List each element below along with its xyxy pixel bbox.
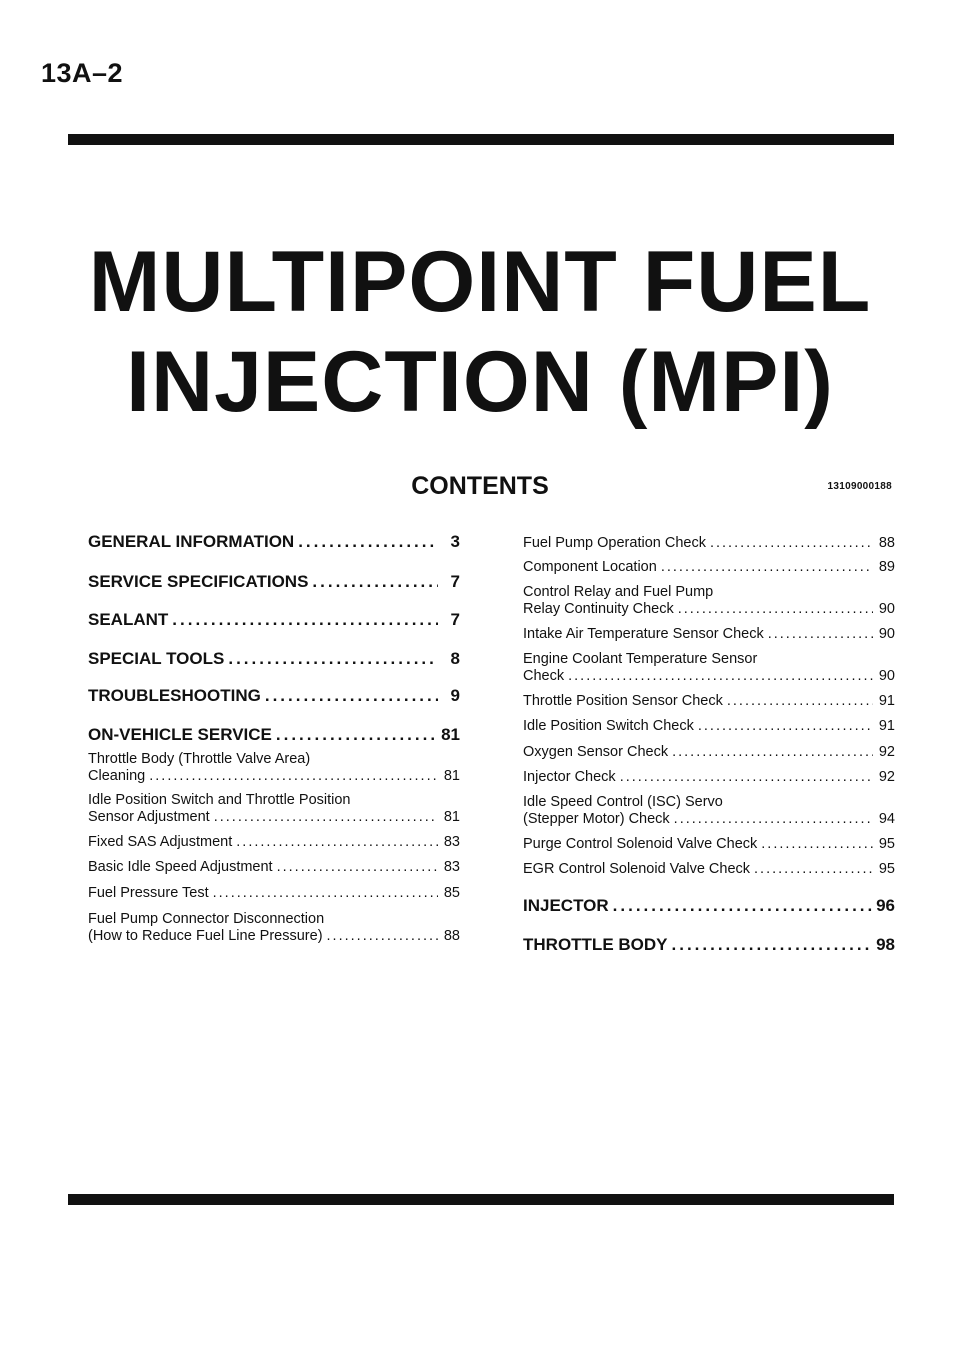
toc-entry-idle-position-switch-check[interactable] (523, 718, 895, 734)
toc-entry-idle-speed-control-servo-check[interactable] (523, 794, 895, 827)
toc-entry-sealant[interactable] (88, 610, 460, 630)
toc-page-number: 83 (443, 859, 460, 875)
title-line-2: INJECTION (MPI) (126, 334, 834, 430)
toc-page-number: 89 (878, 559, 895, 575)
toc-entry-fuel-pressure-test[interactable] (88, 885, 460, 901)
toc-page-number: 88 (443, 928, 460, 944)
toc-entry-engine-coolant-temperature-sensor-check[interactable] (523, 651, 895, 684)
toc-page-number: 81 (443, 809, 460, 825)
toc-entry-service-specifications[interactable] (88, 572, 460, 592)
toc-entry-egr-control-solenoid-valve-check[interactable] (523, 861, 895, 877)
leader-dots (613, 896, 872, 916)
toc-entry-label: Fixed SAS Adjustment (88, 834, 233, 850)
toc-entry-label: Component Location (523, 559, 657, 575)
toc-entry-general-information[interactable] (88, 532, 460, 552)
toc-entry-label-line1: Fuel Pump Connector Disconnection (88, 911, 325, 927)
leader-dots (265, 686, 438, 706)
leader-dots (768, 626, 873, 642)
toc-entry-fixed-sas-adjustment[interactable] (88, 834, 460, 850)
toc-entry-basic-idle-speed-adjustment[interactable] (88, 859, 460, 875)
toc-entry-label: INJECTOR (523, 896, 609, 915)
leader-dots (277, 859, 438, 875)
title-line-1: MULTIPOINT FUEL (88, 234, 872, 330)
toc-entry-special-tools[interactable] (88, 649, 460, 669)
leader-dots (661, 559, 873, 575)
toc-entry-label: Fuel Pressure Test (88, 885, 209, 901)
toc-entry-intake-air-temperature-sensor-check[interactable] (523, 626, 895, 642)
toc-page-number: 8 (450, 649, 460, 668)
toc-entry-label-line1: Control Relay and Fuel Pump (523, 584, 714, 600)
leader-dots (698, 718, 873, 734)
toc-entry-fuel-pump-operation-check[interactable] (523, 535, 895, 551)
toc-entry-label: SERVICE SPECIFICATIONS (88, 572, 309, 591)
toc-page-number: 95 (878, 861, 895, 877)
toc-entry-label-line1: Engine Coolant Temperature Sensor (523, 651, 758, 667)
leader-dots (149, 768, 438, 784)
toc-entry-label: (How to Reduce Fuel Line Pressure) (88, 928, 323, 944)
toc-entry-troubleshooting[interactable] (88, 686, 460, 706)
toc-page-number: 95 (878, 836, 895, 852)
leader-dots (172, 610, 438, 630)
bottom-rule (68, 1194, 894, 1205)
leader-dots (620, 769, 873, 785)
toc-entry-label: Purge Control Solenoid Valve Check (523, 836, 758, 852)
toc-page-number: 81 (443, 768, 460, 784)
toc-entry-label: GENERAL INFORMATION (88, 532, 295, 551)
leader-dots (672, 935, 873, 955)
toc-entry-label: Throttle Position Sensor Check (523, 693, 723, 709)
toc-entry-label-line1: Idle Position Switch and Throttle Position (88, 792, 351, 808)
leader-dots (761, 836, 873, 852)
toc-page-number: 7 (450, 572, 460, 591)
toc-page-number: 90 (878, 601, 895, 617)
leader-dots (710, 535, 873, 551)
toc-entry-on-vehicle-service[interactable] (88, 725, 460, 745)
toc-entry-label: Basic Idle Speed Adjustment (88, 859, 273, 875)
toc-page-number: 98 (876, 935, 895, 954)
leader-dots (327, 928, 438, 944)
toc-page-number: 85 (443, 885, 460, 901)
toc-entry-label: TROUBLESHOOTING (88, 686, 261, 705)
toc-entry-label: SEALANT (88, 610, 169, 629)
toc-page-number: 9 (450, 686, 460, 705)
top-rule (68, 134, 894, 145)
toc-entry-label: Oxygen Sensor Check (523, 744, 669, 760)
toc-entry-label: Idle Position Switch Check (523, 718, 694, 734)
document-code: 13109000188 (827, 481, 892, 492)
toc-page-number: 7 (450, 610, 460, 629)
leader-dots (214, 809, 438, 825)
toc-entry-label: (Stepper Motor) Check (523, 811, 670, 827)
toc-page-number: 90 (878, 626, 895, 642)
toc-entry-label: ON-VEHICLE SERVICE (88, 725, 272, 744)
leader-dots (727, 693, 873, 709)
leader-dots (754, 861, 873, 877)
toc-entry-label: Check (523, 668, 565, 684)
toc-page-number: 90 (878, 668, 895, 684)
contents-heading: CONTENTS (411, 472, 549, 500)
toc-page-number: 81 (441, 725, 460, 744)
toc-entry-throttle-position-sensor-check[interactable] (523, 693, 895, 709)
toc-entry-purge-control-solenoid-valve-check[interactable] (523, 836, 895, 852)
toc-page-number: 88 (878, 535, 895, 551)
toc-entry-throttle-body-cleaning[interactable] (88, 751, 460, 784)
toc-entry-injector-check[interactable] (523, 769, 895, 785)
toc-entry-label: EGR Control Solenoid Valve Check (523, 861, 751, 877)
leader-dots (228, 649, 438, 669)
toc-entry-label: Sensor Adjustment (88, 809, 210, 825)
toc-entry-label: SPECIAL TOOLS (88, 649, 225, 668)
toc-entry-label: Injector Check (523, 769, 616, 785)
leader-dots (236, 834, 438, 850)
toc-page-number: 91 (878, 718, 895, 734)
toc-page-number: 92 (878, 744, 895, 760)
toc-entry-injector[interactable] (523, 896, 895, 916)
leader-dots (276, 725, 437, 745)
toc-entry-idle-position-switch-adjustment[interactable] (88, 792, 460, 825)
leader-dots (312, 572, 438, 592)
leader-dots (678, 601, 873, 617)
toc-page-number: 91 (878, 693, 895, 709)
toc-entry-control-relay-continuity-check[interactable] (523, 584, 895, 617)
toc-page-number: 3 (450, 532, 460, 551)
leader-dots (213, 885, 438, 901)
toc-entry-oxygen-sensor-check[interactable] (523, 744, 895, 760)
toc-entry-label-line1: Throttle Body (Throttle Valve Area) (88, 751, 311, 767)
toc-entry-label-line1: Idle Speed Control (ISC) Servo (523, 794, 723, 810)
leader-dots (674, 811, 873, 827)
toc-entry-label: Relay Continuity Check (523, 601, 674, 617)
toc-entry-fuel-pump-connector-disconnection[interactable] (88, 911, 460, 944)
leader-dots (298, 532, 438, 552)
toc-entry-label: Fuel Pump Operation Check (523, 535, 706, 551)
toc-entry-label: THROTTLE BODY (523, 935, 668, 954)
leader-dots (672, 744, 873, 760)
toc-entry-component-location[interactable] (523, 559, 895, 575)
page-number: 13A–2 (41, 58, 124, 88)
leader-dots (568, 668, 873, 684)
toc-entry-throttle-body[interactable] (523, 935, 895, 955)
toc-page-number: 92 (878, 769, 895, 785)
toc-page-number: 94 (878, 811, 895, 827)
toc-page-number: 96 (876, 896, 895, 915)
toc-entry-label: Cleaning (88, 768, 146, 784)
toc-page-number: 83 (443, 834, 460, 850)
toc-entry-label: Intake Air Temperature Sensor Check (523, 626, 764, 642)
